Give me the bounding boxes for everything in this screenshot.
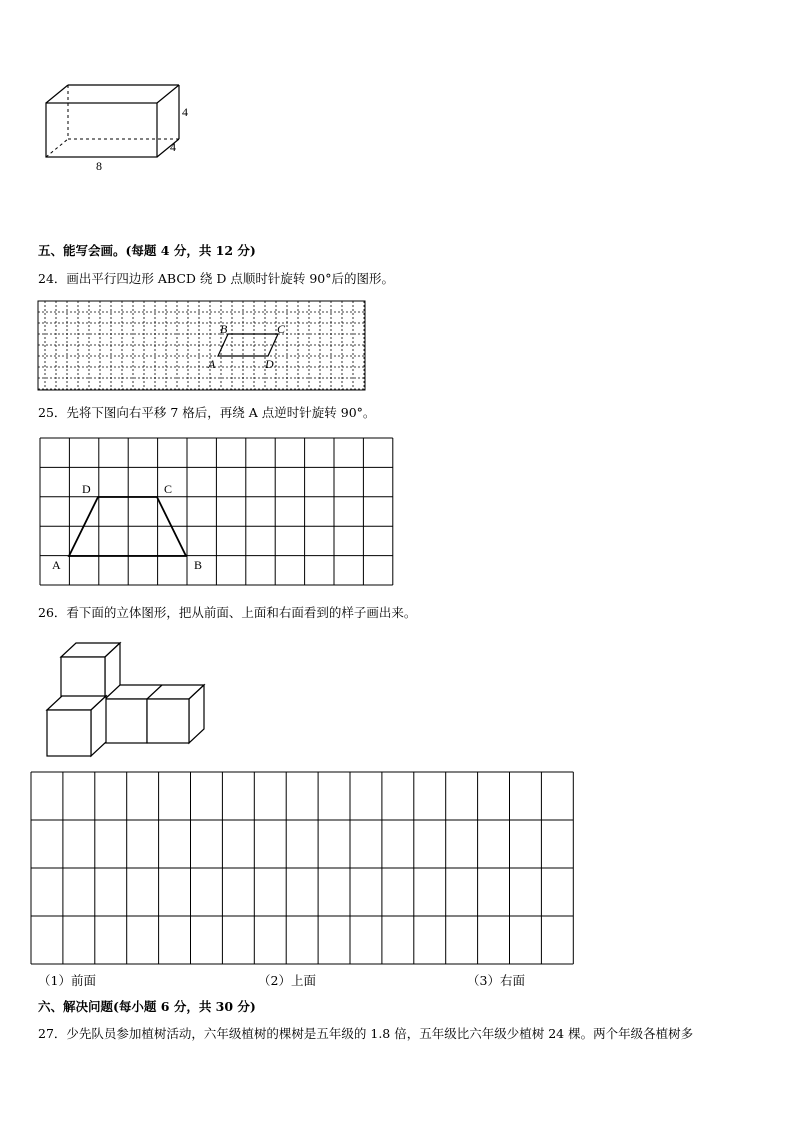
q25-label-c: C <box>164 482 173 496</box>
q24-label-b: B <box>220 322 228 336</box>
q25-label-b: B <box>194 558 203 572</box>
cuboid-width-label: 4 <box>170 140 176 154</box>
q24-label-c: C <box>277 322 286 336</box>
q24-label-a: A <box>208 357 216 371</box>
q26-caption-front: （1）前面 <box>38 973 96 988</box>
q27-text: 27．少先队员参加植树活动，六年级植树的棵树是五年级的 1.8 倍，五年级比六年级少植树 24 棵。两个年级各植树多 <box>38 1026 694 1041</box>
q24-dotted-grid <box>37 300 367 392</box>
q26-answer-grid <box>30 771 575 967</box>
cuboid-figure <box>30 75 210 175</box>
q26-cube-solid <box>40 640 212 762</box>
q25-text: 25．先将下图向右平移 7 格后，再绕 A 点逆时针旋转 90°。 <box>38 405 376 420</box>
section5-title: 五、能写会画。(每题 4 分，共 12 分) <box>38 243 256 258</box>
section6-title: 六、解决问题(每小题 6 分，共 30 分) <box>38 999 256 1014</box>
q25-label-a: A <box>52 558 61 572</box>
q26-caption-top: （2）上面 <box>258 973 316 988</box>
cuboid-length-label: 8 <box>96 159 102 173</box>
cuboid-height-label: 4 <box>182 105 188 119</box>
q24-label-d: D <box>265 357 274 371</box>
q24-text: 24．画出平行四边形 ABCD 绕 D 点顺时针旋转 90°后的图形。 <box>38 271 394 286</box>
q25-grid <box>38 436 396 588</box>
q25-label-d: D <box>82 482 91 496</box>
q26-caption-right: （3）右面 <box>467 973 525 988</box>
q26-text: 26．看下面的立体图形，把从前面、上面和右面看到的样子画出来。 <box>38 605 417 620</box>
